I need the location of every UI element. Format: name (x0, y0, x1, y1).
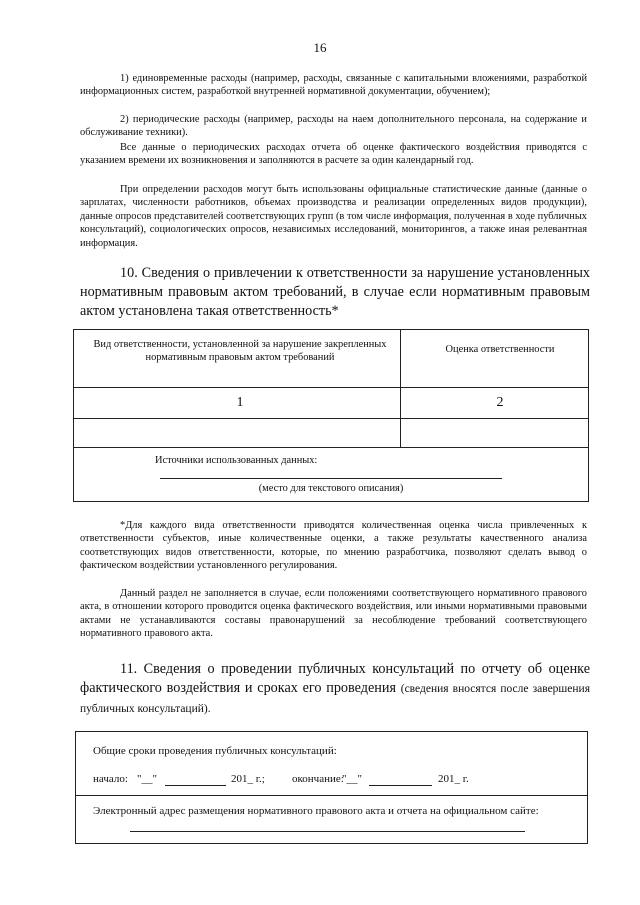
table-empty-row-divider (73, 447, 589, 448)
section-10-note: Данный раздел не заполняется в случае, если положениями соответствующего нормативного правового акта, в отношении которого проводится оценка фактического воздействия, или иными нормативными правовыми актами не устанавливаются составы правонарушений за несоблюдение требований соответствующего нормативного правового акта. (80, 588, 587, 640)
table-column-divider (400, 329, 401, 447)
website-address-label: Электронный адрес размещения нормативного правового акта и отчета на официальном сайте: (93, 805, 539, 817)
end-year: 201_ г. (438, 773, 469, 785)
section-10-title: 10. Сведения о привлечении к ответственности за нарушение установленных нормативным правовым актом требований, в случае если нормативным правовым актом установлена такая ответственность* (80, 265, 590, 319)
consultations-divider (75, 795, 588, 796)
section-11-title-text: 11. Сведения о проведении публичных консультаций по отчету об оценке фактического воздействия и сроках его проведения (80, 661, 590, 696)
end-month-line[interactable] (369, 785, 432, 786)
start-month-line[interactable] (165, 785, 226, 786)
sources-hint: (место для текстового описания) (258, 483, 404, 494)
consultation-terms-label: Общие сроки проведения публичных консультаций: (93, 745, 337, 757)
col-number-1: 1 (236, 395, 244, 410)
sources-label: Источники использованных данных: (155, 455, 318, 466)
col-assessment-header: Оценка ответственности (445, 344, 555, 355)
end-label: окончание: (292, 773, 344, 785)
col-responsibility-header: Вид ответственности, установленной за нарушение закрепленных нормативным правовым актом требований (93, 339, 387, 364)
start-label: начало: (93, 773, 128, 785)
intro-item-periodic-costs: 2) периодические расходы (например, расходы на наем дополнительного персонала, на содержание и обслуживание техники). (80, 114, 587, 139)
intro-data-sources: При определении расходов могут быть использованы официальные статистические данные (данные о зарплатах, численности работников, объемах производства и реализации определенных видов продукции), данные опросов представителей соответствующих групп (в том числе информация, полученная в ходе публичных консультаций), социологических опросов, независимых исследований, мониторингов, а также иная релевантная информация. (80, 184, 587, 249)
start-year: 201_ г.; (231, 773, 265, 785)
section-11-title-note: (сведения вносятся после завершения публичных консультаций). (80, 683, 590, 715)
intro-item-one-time-costs: 1) единовременные расходы (например, расходы, связанные с капитальными вложениями, разработкой информационных систем, разработкой внутренней нормативной документации, обучением); (80, 73, 587, 98)
start-day-field[interactable]: "__" (137, 773, 157, 785)
intro-periodic-note: Все данные о периодических расходах отчета об оценке фактического воздействия приводятся с указанием времени их возникновения и заполняются в расчете за один календарный год. (80, 142, 587, 167)
table-header-divider (73, 387, 589, 388)
footnote-responsibility: *Для каждого вида ответственности приводятся количественная оценка числа привлеченных к ответственности субъектов, иные количественные оценки, а также результаты качественного анализа соответствующих видов ответственности, которые, по мнению разработчика, позволяют сделать вывод о фактическом воздействии установленного регулирования. (80, 520, 587, 572)
website-address-line[interactable] (130, 831, 525, 832)
end-day-field[interactable]: "__" (342, 773, 362, 785)
page-number: 16 (313, 40, 327, 55)
table-number-row-divider (73, 418, 589, 419)
section-11-title (80, 660, 590, 719)
sources-input-line[interactable] (160, 478, 502, 479)
col-number-2: 2 (496, 395, 504, 410)
